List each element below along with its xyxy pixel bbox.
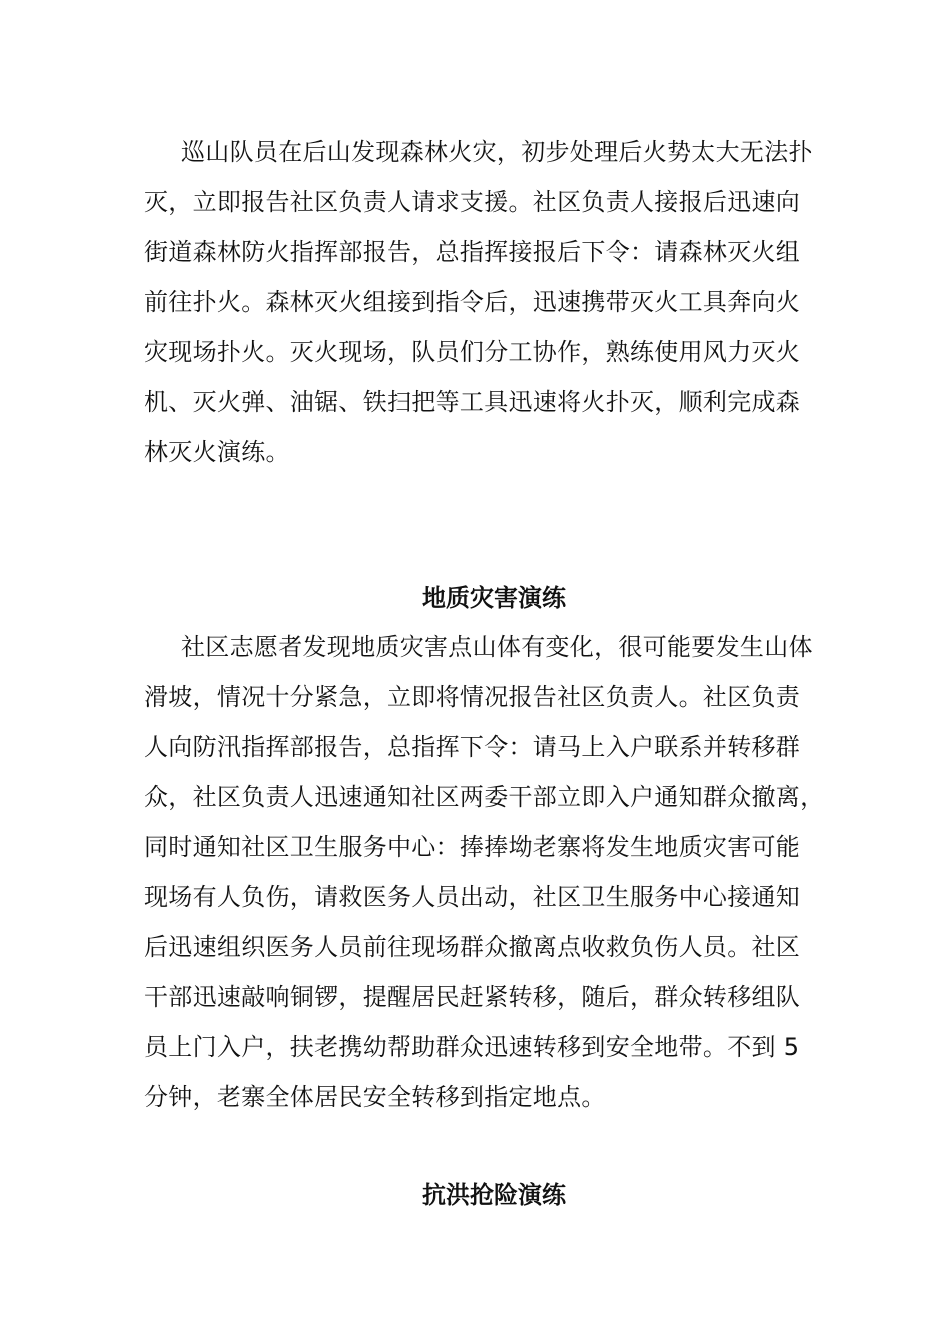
paragraph-line: 社区志愿者发现地质灾害点山体有变化，很可能要发生山体 (181, 633, 813, 661)
paragraph-line: 巡山队员在后山发现森林火灾，初步处理后火势太大无法扑 (181, 138, 813, 166)
paragraph-line: 机、灭火弹、油锯、铁扫把等工具迅速将火扑灭，顺利完成森 (144, 388, 801, 416)
paragraph-line: 街道森林防火指挥部报告，总指挥接报后下令：请森林灭火组 (144, 238, 801, 266)
paragraph-line: 众，社区负责人迅速通知社区两委干部立即入户通知群众撤离， (144, 783, 825, 811)
paragraph-line: 灾现场扑火。灭火现场，队员们分工协作，熟练使用风力灭火 (144, 338, 801, 366)
paragraph-line: 林灭火演练。 (144, 438, 290, 466)
paragraph-line: 同时通知社区卫生服务中心：捧捧坳老寨将发生地质灾害可能 (144, 833, 801, 861)
section-heading-geological-disaster: 地质灾害演练 (422, 584, 566, 612)
paragraph-line: 分钟，老寨全体居民安全转移到指定地点。 (144, 1083, 606, 1111)
paragraph-forest-fire-drill (144, 127, 824, 477)
paragraph-line: 滑坡，情况十分紧急，立即将情况报告社区负责人。社区负责 (144, 683, 801, 711)
paragraph-line: 干部迅速敲响铜锣，提醒居民赶紧转移，随后，群众转移组队 (144, 983, 801, 1011)
paragraph-line: 后迅速组织医务人员前往现场群众撤离点收救负伤人员。社区 (144, 933, 801, 961)
paragraph-line: 前往扑火。森林灭火组接到指令后，迅速携带灭火工具奔向火 (144, 288, 801, 316)
paragraph-geological-disaster-drill (144, 622, 824, 1122)
section-heading-flood-rescue: 抗洪抢险演练 (422, 1181, 566, 1209)
paragraph-line: 员上门入户，扶老携幼帮助群众迅速转移到安全地带。不到 5 (144, 1033, 800, 1061)
paragraph-line: 人向防汛指挥部报告，总指挥下令：请马上入户联系并转移群 (144, 733, 801, 761)
paragraph-line: 灭，立即报告社区负责人请求支援。社区负责人接报后迅速向 (144, 188, 801, 216)
paragraph-line: 现场有人负伤，请救医务人员出动，社区卫生服务中心接通知 (144, 883, 801, 911)
